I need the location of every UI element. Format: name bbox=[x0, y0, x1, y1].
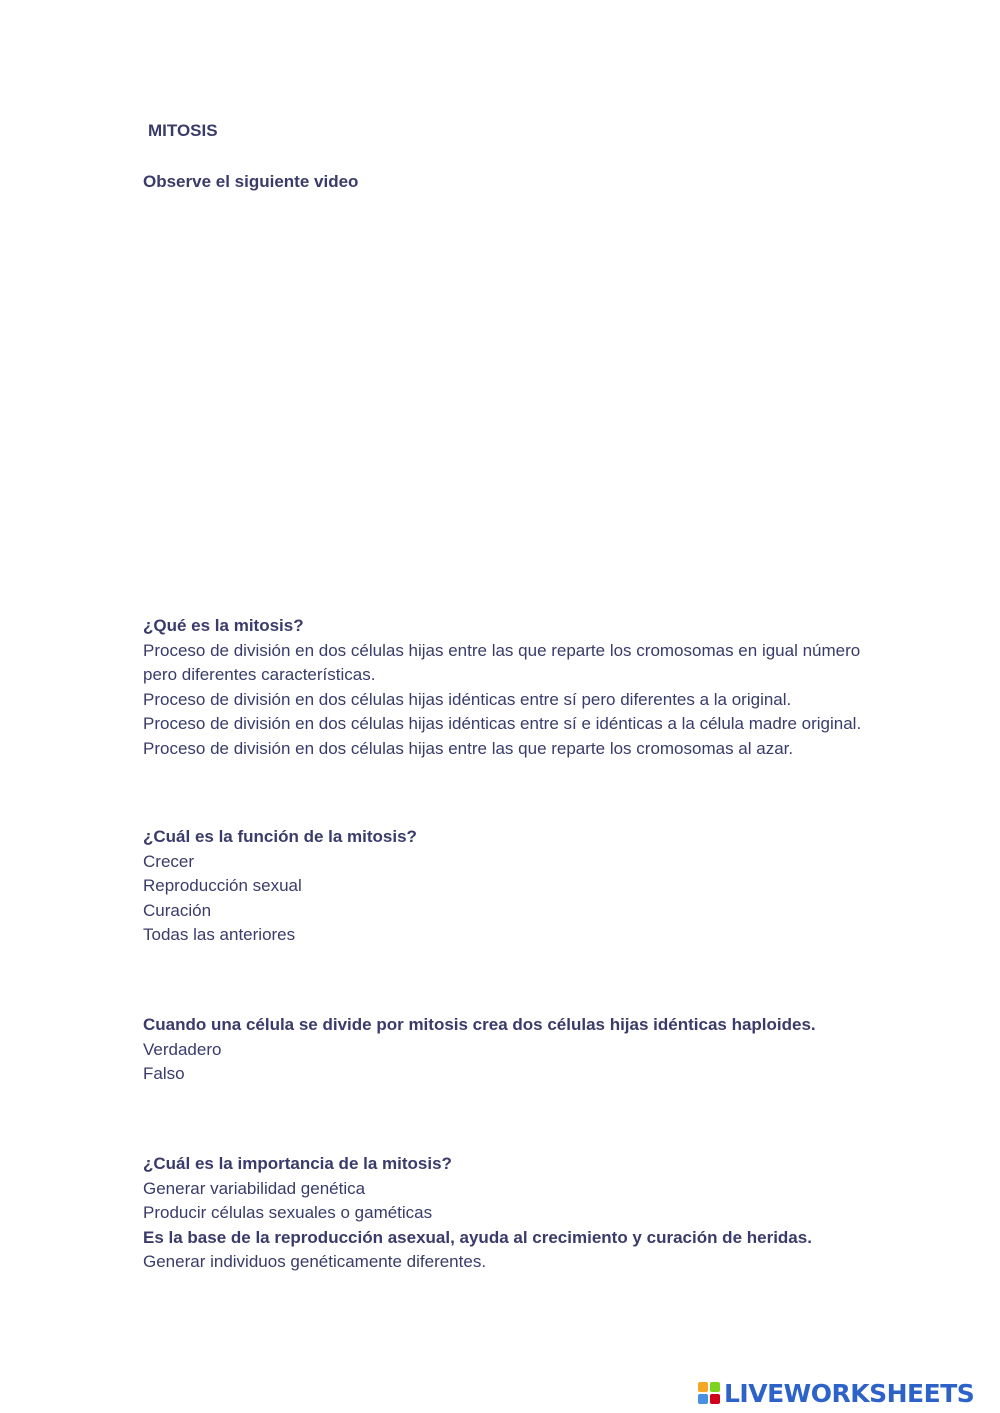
question-text: Cuando una célula se divide por mitosis crea dos células hijas idénticas haploides. bbox=[143, 1015, 816, 1034]
answer-option[interactable]: Todas las anteriores bbox=[143, 925, 296, 945]
answer-option[interactable]: Reproducción sexual bbox=[143, 876, 302, 896]
answer-option[interactable]: Verdadero bbox=[143, 1039, 222, 1059]
answer-option[interactable]: Es la base de la reproducción asexual, ayuda al crecimiento y curación de heridas. bbox=[143, 1227, 812, 1247]
answer-option[interactable]: Proceso de división en dos células hijas idénticas entre sí pero diferentes a la original. bbox=[143, 689, 792, 709]
answer-option[interactable]: Producir células sexuales o gaméticas bbox=[143, 1203, 433, 1223]
answer-option[interactable]: Curación bbox=[143, 900, 212, 920]
page-title: MITOSIS bbox=[148, 121, 218, 140]
answer-option[interactable]: Proceso de división en dos células hijas idénticas entre sí e idénticas a la célula madre original. bbox=[143, 714, 862, 734]
question-text: ¿Cuál es la importancia de la mitosis? bbox=[143, 1154, 452, 1173]
liveworksheets-logo-icon bbox=[698, 1382, 720, 1404]
logo-square bbox=[698, 1382, 708, 1392]
logo-square bbox=[698, 1394, 708, 1404]
question-block-1 bbox=[143, 614, 863, 762]
answer-option[interactable]: Proceso de división en dos células hijas entre las que reparte los cromosomas en igual número pero diferentes características. bbox=[143, 640, 861, 685]
question-block-3 bbox=[143, 1013, 883, 1087]
video-placeholder[interactable] bbox=[143, 205, 843, 600]
question-text: ¿Qué es la mitosis? bbox=[143, 616, 304, 635]
liveworksheets-logo bbox=[698, 1376, 974, 1410]
answer-option[interactable]: Proceso de división en dos células hijas entre las que reparte los cromosomas al azar. bbox=[143, 738, 794, 758]
answer-option[interactable]: Generar individuos genéticamente diferentes. bbox=[143, 1252, 487, 1272]
logo-text: LIVEWORKSHEETS bbox=[724, 1378, 975, 1408]
video-instruction: Observe el siguiente video bbox=[143, 172, 359, 191]
logo-square bbox=[710, 1382, 720, 1392]
answer-option[interactable]: Crecer bbox=[143, 851, 195, 871]
question-block-4 bbox=[143, 1152, 883, 1275]
question-text: ¿Cuál es la función de la mitosis? bbox=[143, 827, 417, 846]
answer-option[interactable]: Generar variabilidad genética bbox=[143, 1178, 366, 1198]
question-block-2 bbox=[143, 825, 863, 948]
logo-square bbox=[710, 1394, 720, 1404]
answer-option[interactable]: Falso bbox=[143, 1064, 185, 1084]
